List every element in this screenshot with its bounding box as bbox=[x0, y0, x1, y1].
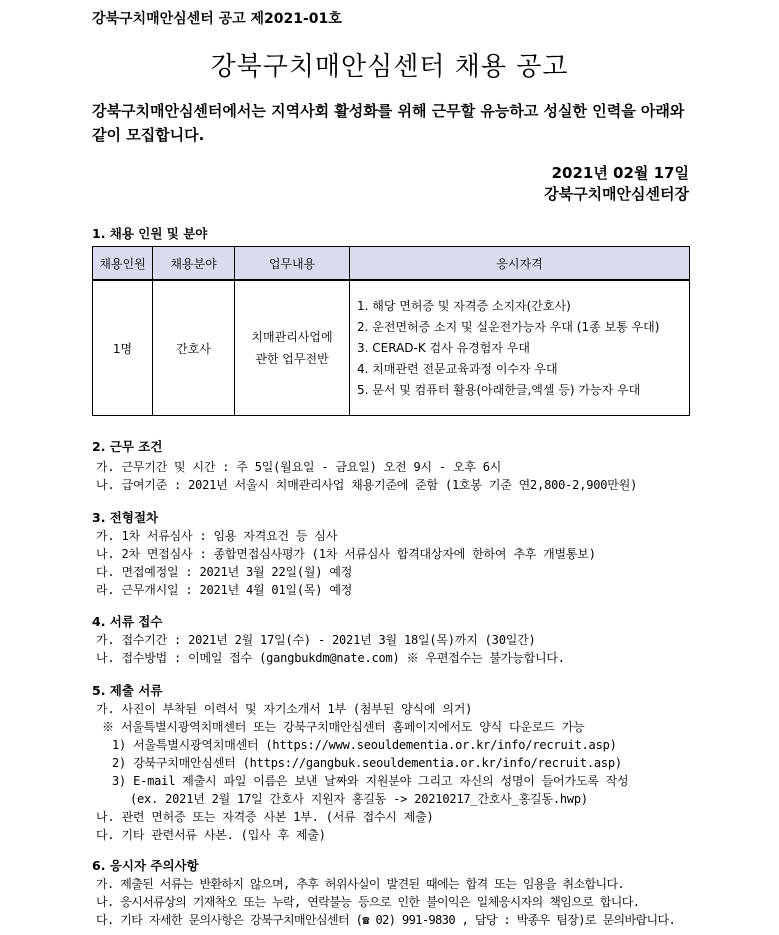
duty-line: 치매관리사업에 bbox=[251, 330, 333, 344]
cell-qualifications bbox=[350, 280, 690, 416]
list-item: (ex. 2021년 2월 17일 간호사 지원자 홍길동 -> 20210217_간호사_홍길동.hwp) bbox=[130, 792, 588, 806]
section-5-heading: 5. 제출 서류 bbox=[92, 683, 163, 698]
table-row bbox=[93, 280, 690, 416]
list-item: 나. 접수방법 : 이메일 접수 (gangbukdm@nate.com) ※ 우편접수는 불가능합니다. bbox=[96, 651, 565, 665]
list-item: 라. 근무개시일 : 2021년 4월 01일(목) 예정 bbox=[96, 583, 353, 597]
section-3-heading: 3. 전형절차 bbox=[92, 510, 159, 525]
table-header-row bbox=[93, 247, 690, 281]
section-6-heading: 6. 응시자 주의사항 bbox=[92, 858, 199, 873]
hiring-table bbox=[92, 246, 690, 416]
list-item: 2. 운전면허증 소지 및 실운전가능자 우대 (1종 보통 우대) bbox=[357, 319, 660, 334]
section-2-heading: 2. 근무 조건 bbox=[92, 439, 163, 454]
list-item: 나. 급여기준 : 2021년 서울시 치매관리사업 채용기준에 준함 (1호봉 기준 연2,800-2,900만원) bbox=[96, 478, 638, 492]
list-item: 3) E-mail 제출시 파일 이름은 보낸 날짜와 지원분야 그리고 자신의 성명이 들어가도록 작성 bbox=[112, 774, 629, 788]
list-item: 가. 1차 서류심사 : 임용 자격요건 등 심사 bbox=[96, 529, 338, 543]
header-duty: 업무내용 bbox=[235, 247, 350, 281]
list-item: 가. 접수기간 : 2021년 2월 17일(수) - 2021년 3월 18일(목)까지 (30일간) bbox=[96, 633, 536, 647]
section-1-heading: 1. 채용 인원 및 분야 bbox=[92, 226, 208, 241]
list-item: 가. 제출된 서류는 반환하지 않으며, 추후 허위사실이 발견된 때에는 합격 또는 임용을 취소합니다. bbox=[96, 877, 625, 891]
list-item: 다. 기타 자세한 문의사항은 강북구치매안심센터 (☎ 02) 991-9830 , 담당 : 박종우 팀장)로 문의바랍니다. bbox=[96, 913, 676, 927]
list-item: 3. CERAD-K 검사 유경험자 우대 bbox=[357, 340, 530, 355]
intro-paragraph: 강북구치매안심센터에서는 지역사회 활성화를 위해 근무할 유능하고 성실한 인력을 아래와 같이 모집합니다. bbox=[92, 102, 685, 144]
list-item: 2) 강북구치매안심센터 (https://gangbuk.seouldementia.or.kr/info/recruit.asp) bbox=[112, 756, 622, 770]
list-item: 5. 문서 및 컴퓨터 활용(아래한글,엑셀 등) 가능자 우대 bbox=[357, 382, 641, 397]
list-item: 가. 근무기간 및 시간 : 주 5일(월요일 - 금요일) 오전 9시 - 오후 6시 bbox=[96, 460, 502, 474]
list-item: 나. 관련 면허증 또는 자격증 사본 1부. (서류 접수시 제출) bbox=[96, 810, 434, 824]
duty-line: 관한 업무전반 bbox=[255, 352, 329, 366]
issuer: 강북구치매안심센터장 bbox=[544, 185, 689, 203]
list-item: 다. 기타 관련서류 사본. (입사 후 제출) bbox=[96, 828, 326, 842]
cell-count: 1명 bbox=[93, 280, 153, 416]
notice-date: 2021년 02월 17일 bbox=[551, 164, 689, 182]
notice-number: 강북구치매안심센터 공고 제2021-01호 bbox=[92, 11, 342, 27]
list-item: 1) 서울특별시광역치매센터 (https://www.seouldementia.or.kr/info/recruit.asp) bbox=[112, 738, 617, 752]
section-4-heading: 4. 서류 접수 bbox=[92, 614, 163, 629]
header-count: 채용인원 bbox=[93, 247, 153, 281]
list-item: 다. 면접예정일 : 2021년 3월 22일(월) 예정 bbox=[96, 565, 353, 579]
list-item: 1. 해당 면허증 및 자격증 소지자(간호사) bbox=[357, 298, 571, 313]
header-field: 채용분야 bbox=[153, 247, 235, 281]
header-qualification: 응시자격 bbox=[350, 247, 690, 281]
list-item: 나. 2차 면접심사 : 종합면접심사평가 (1차 서류심사 합격대상자에 한하여 추후 개별통보) bbox=[96, 547, 596, 561]
list-item: 가. 사진이 부착된 이력서 및 자기소개서 1부 (첨부된 양식에 의거) bbox=[96, 702, 473, 716]
list-item: ※ 서울특별시광역치매센터 또는 강북구치매안심센터 홈페이지에서도 양식 다운로드 가능 bbox=[102, 720, 585, 734]
qualification-list bbox=[351, 296, 688, 401]
cell-duty bbox=[235, 280, 350, 416]
page-title: 강북구치매안심센터 채용 공고 bbox=[210, 52, 569, 82]
cell-field: 간호사 bbox=[153, 280, 235, 416]
list-item: 나. 응시서류상의 기재착오 또는 누락, 연락불능 등으로 인한 불이익은 일체응시자의 책임으로 합니다. bbox=[96, 895, 640, 909]
list-item: 4. 치매관련 전문교육과정 이수자 우대 bbox=[357, 361, 558, 376]
